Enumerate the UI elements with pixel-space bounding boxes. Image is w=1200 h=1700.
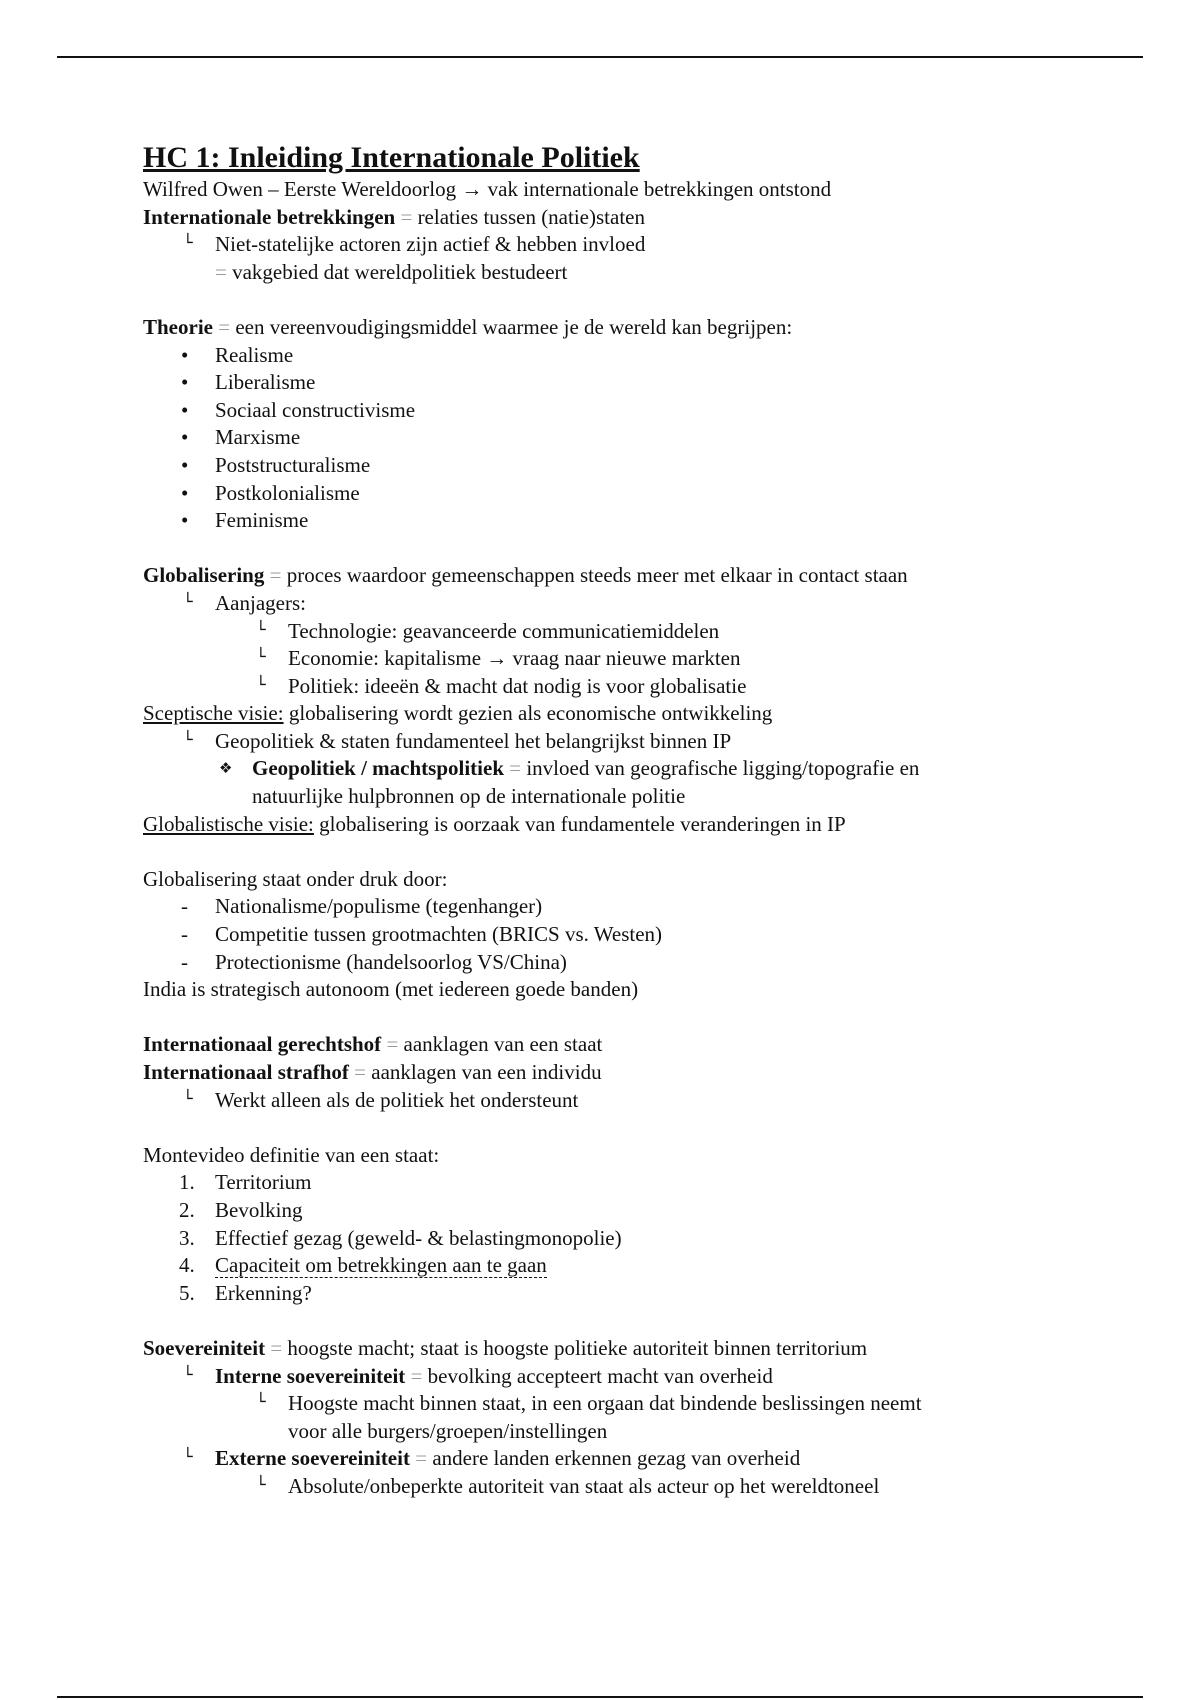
aanjager-item: └ Politiek: ideeën & macht dat nodig is voor globalisatie xyxy=(143,673,1143,701)
bottom-rule xyxy=(57,1696,1143,1698)
aanjager-item: └ Technologie: geavanceerde communicatiemiddelen xyxy=(143,618,1143,646)
list-item: • Poststructuralisme xyxy=(143,452,1143,480)
branch-icon: └ xyxy=(183,729,193,749)
intern-sub-item-continued: voor alle burgers/groepen/instellingen xyxy=(288,1418,608,1443)
list-item: 4. Capaciteit om betrekkingen aan te gaan xyxy=(179,1253,547,1278)
gerechtshof-definition: Internationaal gerechtshof = aanklagen van een staat xyxy=(143,1032,603,1057)
list-item: • Realisme xyxy=(143,342,1143,370)
bullet-icon: • xyxy=(181,508,189,533)
arrow-icon: → xyxy=(486,646,508,671)
branch-icon: └ xyxy=(256,619,266,639)
sceptische-visie: Sceptische visie: globalisering wordt gezien als economische ontwikkeling xyxy=(143,701,773,726)
extern-sub-item: └ Absolute/onbeperkte autoriteit van staat als acteur op het wereldtoneel xyxy=(143,1473,1143,1501)
bullet-icon: • xyxy=(181,342,189,367)
theorie-list xyxy=(143,342,1143,535)
list-item: • Marxisme xyxy=(143,424,1143,452)
list-item: 3. Effectief gezag (geweld- & belastingmonopolie) xyxy=(179,1225,622,1250)
list-item: • Sociaal constructivisme xyxy=(143,397,1143,425)
list-item: - Competitie tussen grootmachten (BRICS vs. Westen) xyxy=(143,921,1143,949)
bullet-icon: • xyxy=(181,397,189,422)
branch-icon: └ xyxy=(256,1474,266,1494)
aanjagers-heading: └ Aanjagers: xyxy=(143,590,1143,618)
branch-icon: └ xyxy=(183,1088,193,1108)
externe-soevereiniteit: └ Externe soevereiniteit = andere landen erkennen gezag van overheid xyxy=(143,1445,1143,1473)
bullet-icon: • xyxy=(181,480,189,505)
montevideo-list xyxy=(143,1169,1143,1307)
dash-icon: - xyxy=(181,922,188,947)
list-item: - Protectionisme (handelsoorlog VS/China) xyxy=(143,949,1143,977)
aanjager-item: └ Economie: kapitalisme → vraag naar nieuwe markten xyxy=(143,645,1143,673)
strafhof-definition: Internationaal strafhof = aanklagen van een individu xyxy=(143,1060,602,1084)
druk-list xyxy=(143,893,1143,976)
globalisering-definition: Globalisering = proces waardoor gemeenschappen steeds meer met elkaar in contact staan xyxy=(143,563,908,588)
ib-sub-item: = vakgebied dat wereldpolitiek bestudeert xyxy=(215,259,568,284)
list-item: • Liberalisme xyxy=(143,369,1143,397)
bullet-icon: • xyxy=(181,425,189,450)
branch-icon: └ xyxy=(256,1392,266,1412)
montevideo-heading: Montevideo definitie van een staat: xyxy=(143,1142,440,1167)
theorie-definition: Theorie = een vereenvoudigingsmiddel waarmee je de wereld kan begrijpen: xyxy=(143,314,793,339)
ib-definition: Internationale betrekkingen = relaties tussen (natie)staten xyxy=(143,204,645,229)
bullet-icon: • xyxy=(181,370,189,395)
strafhof-sub-item: └ Werkt alleen als de politiek het ondersteunt xyxy=(143,1087,1143,1115)
page-title: HC 1: Inleiding Internationale Politiek xyxy=(143,141,640,174)
ib-sub-item: └ Niet-statelijke actoren zijn actief & hebben invloed xyxy=(143,231,1143,259)
list-item: - Nationalisme/populisme (tegenhanger) xyxy=(143,893,1143,921)
diamond-bullet-icon: ❖ xyxy=(219,759,233,778)
branch-icon: └ xyxy=(183,591,193,611)
soevereiniteit-definition: Soevereiniteit = hoogste macht; staat is hoogste politieke autoriteit binnen territorium xyxy=(143,1335,868,1360)
interne-soevereiniteit: └ Interne soevereiniteit = bevolking accepteert macht van overheid xyxy=(143,1363,1143,1391)
bullet-icon: • xyxy=(181,452,189,477)
geopolitiek-item: ❖ Geopolitiek / machtspolitiek = invloed van geografische ligging/topografie en xyxy=(143,755,1143,783)
branch-icon: └ xyxy=(183,1364,193,1384)
india-line: India is strategisch autonoom (met iedereen goede banden) xyxy=(143,977,639,1002)
owen-line: Wilfred Owen – Eerste Wereldoorlog → vak internationale betrekkingen ontstond xyxy=(143,177,832,201)
intern-sub-item: └ Hoogste macht binnen staat, in een orgaan dat bindende beslissingen neemt xyxy=(143,1390,1143,1418)
geopolitiek-item-continued: natuurlijke hulpbronnen op de internationale politie xyxy=(252,784,686,809)
branch-icon: └ xyxy=(183,233,193,253)
branch-icon: └ xyxy=(256,674,266,694)
list-item: • Feminisme xyxy=(143,507,1143,535)
arrow-icon: → xyxy=(461,177,483,201)
branch-icon: └ xyxy=(183,1447,193,1467)
dash-icon: - xyxy=(181,894,188,919)
top-rule xyxy=(57,56,1143,58)
list-item: 5. Erkenning? xyxy=(179,1280,312,1305)
druk-heading: Globalisering staat onder druk door: xyxy=(143,866,448,891)
list-item: 2. Bevolking xyxy=(179,1197,303,1222)
list-item: • Postkolonialisme xyxy=(143,480,1143,508)
globalistische-visie: Globalistische visie: globalisering is oorzaak van fundamentele veranderingen in IP xyxy=(143,811,846,836)
document-body xyxy=(143,140,1143,1501)
list-item: 1. Territorium xyxy=(179,1170,312,1195)
sceptisch-sub-item: └ Geopolitiek & staten fundamenteel het belangrijkst binnen IP xyxy=(143,728,1143,756)
branch-icon: └ xyxy=(256,647,266,667)
dash-icon: - xyxy=(181,949,188,974)
